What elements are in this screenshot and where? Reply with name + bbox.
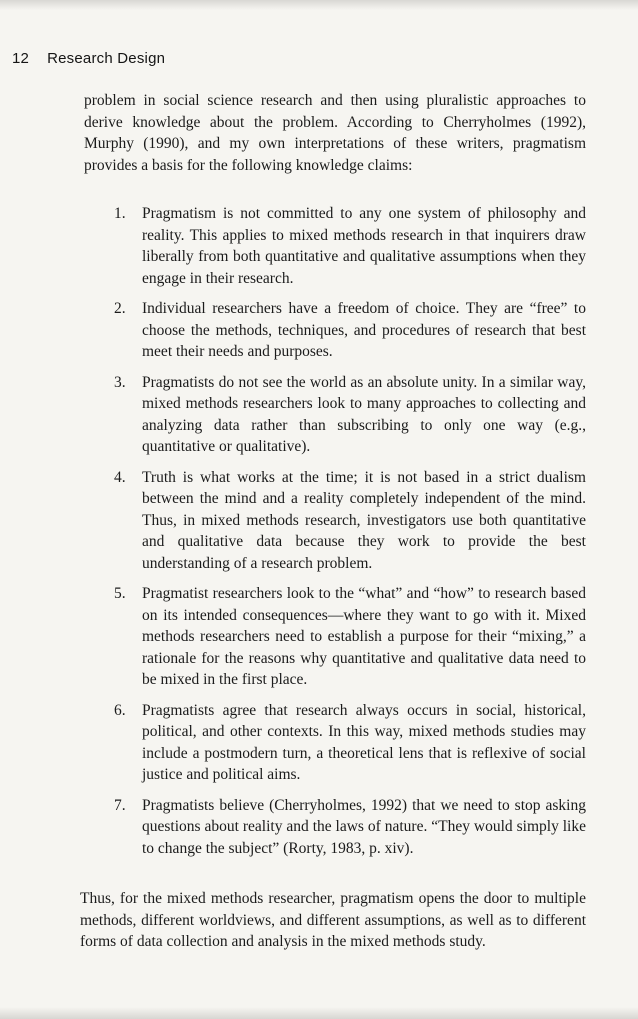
list-item: [114, 700, 586, 786]
list-item-text: Pragmatist researchers look to the “what” and “how” to research based on its intended consequences—where they want to go with it. Mixed methods researchers need to establish a purpose for their “mixing,” a rationale for the reasons why quantitative and qualitative data need to be mixed in the first place.: [142, 585, 586, 688]
list-item-text: Pragmatism is not committed to any one system of philosophy and reality. This applies to mixed methods research in that inquirers draw liberally from both quantitative and qualitative assumptions when they engage in their research.: [142, 205, 586, 287]
list-item: [114, 372, 586, 458]
list-item-number: 5.: [114, 585, 126, 602]
list-item: [114, 203, 586, 289]
list-item-number: 1.: [114, 205, 126, 222]
list-item: [114, 583, 586, 691]
list-item-text: Pragmatists agree that research always occurs in social, historical, political, and other contexts. In this way, mixed methods studies may include a postmodern turn, a theoretical lens that is reflexive of social justice and political aims.: [142, 701, 586, 783]
list-item-text: Pragmatists do not see the world as an absolute unity. In a similar way, mixed methods researchers look to many approaches to collecting and analyzing data rather than subscribing to only one way (e.g., quantitative or qualitative).: [142, 373, 586, 455]
list-item-number: 7.: [114, 796, 126, 814]
list-item-text: Pragmatists believe (Cherryholmes, 1992) that we need to stop asking questions about reality and the laws of nature. “They would simply like to change the subject” (Rorty, 1983, p. xiv).: [142, 796, 586, 857]
running-header: [0, 0, 638, 67]
closing-paragraph: Thus, for the mixed methods researcher, pragmatism opens the door to multiple methods, different worldviews, and different assumptions, as well as to different forms of data collection and analysis in the mixed methods study.: [80, 890, 586, 950]
knowledge-claims-list: [84, 203, 586, 859]
list-item-number: 2.: [114, 300, 126, 317]
list-item-number: 4.: [114, 468, 126, 486]
list-item-number: 6.: [114, 701, 126, 719]
page-number: 12: [12, 50, 30, 67]
intro-paragraph: problem in social science research and then using pluralistic approaches to derive knowledge about the problem. According to Cherryholmes (1992), Murphy (1990), and my own interpretations of these writers, pragmatism provides a basis for the following knowledge claims:: [84, 92, 586, 174]
scan-edge-bottom: [0, 1007, 638, 1019]
running-head-title: Research Design: [47, 50, 166, 67]
list-item-number: 3.: [114, 373, 126, 391]
list-item-text: Truth is what works at the time; it is not based in a strict dualism between the mind and a reality completely independent of the mind. Thus, in mixed methods research, investigators use both quantitative and qualitative data because they work to provide the best understanding of a research problem.: [142, 468, 586, 572]
page-body: [80, 90, 586, 953]
list-item-text: Individual researchers have a freedom of choice. They are “free” to choose the methods, techniques, and procedures of research that best meet their needs and purposes.: [142, 300, 586, 360]
list-item: [114, 795, 586, 860]
list-item: [114, 298, 586, 363]
list-item: [114, 467, 586, 575]
